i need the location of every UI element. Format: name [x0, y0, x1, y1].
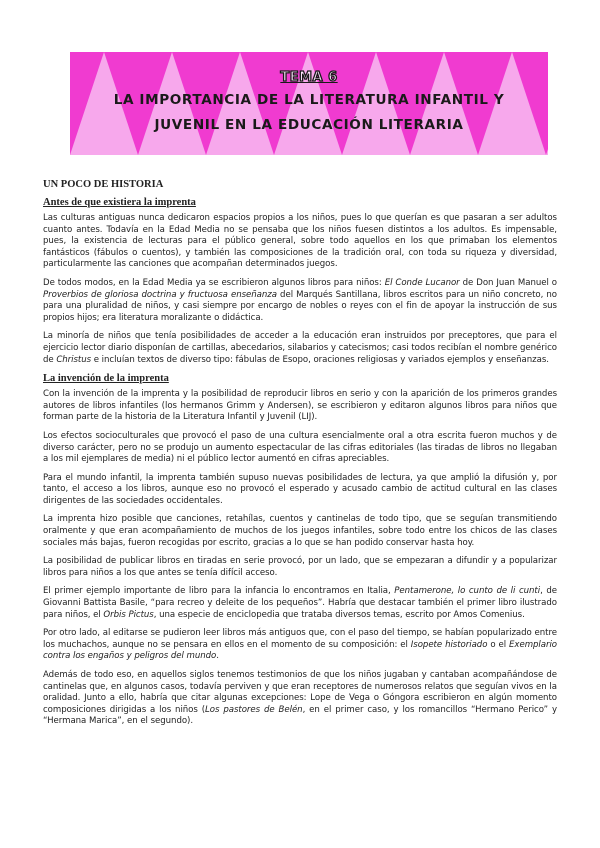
- banner-text: [70, 70, 548, 138]
- paragraph: La imprenta hizo posible que canciones, retahílas, cuentos y cantinelas de todo tipo, que se seguían transmitiendo oralmente y que eran acompañamiento de muchos de los juegos infantiles, sobre todo entre los chicos de las clases sociales más bajas, fueron recogidas por escrito, gracias a lo que se han podido conservar hasta hoy.: [43, 514, 557, 548]
- paragraph: Para el mundo infantil, la imprenta también supuso nuevas posibilidades de lectura, ya que amplió la difusión y, por tanto, el acceso a los libros, aunque eso no provocó el esperado y acusado cambio de actitud cultural en las clases dirigentes de las sociedades occidentales.: [43, 472, 557, 506]
- title-line-1: LA IMPORTANCIA DE LA LITERATURA INFANTIL Y: [113, 92, 505, 108]
- paragraph: La posibilidad de publicar libros en tiradas en serie provocó, por un lado, que se empezaran a difundir y a popularizar libros para niños a los que antes se tenía difícil acceso.: [43, 556, 557, 578]
- paragraph: Por otro lado, al editarse se pudieron leer libros más antiguos que, con el paso del tiempo, se habían popularizado entre los muchachos, aunque no se pensara en ellos en el momento de su composición: el Isopete historiado o el Exemplario contra los engaños y peligros del mundo.: [43, 628, 558, 662]
- subheading-before-press: Antes de que existiera la imprenta: [43, 197, 196, 208]
- title-line-2: JUVENIL EN LA EDUCACIÓN LITERARIA: [154, 117, 464, 133]
- document-body: [43, 179, 557, 735]
- paragraph: Además de todo eso, en aquellos siglos tenemos testimonios de que los niños jugaban y cantaban acompañándose de cantinelas que, en algunos casos, todavía perviven y que eran receptores de numerosos relatos que seguían vivos en la oralidad. Junto a ello, habría que citar algunas excepciones: Lope de Vega o Góngora escribieron en algún momento composiciones dirigidas a los niños (Los pastores de Belén, en el primer caso, y los romancillos “Hermano Perico” y “Hermana Marica”, en el segundo).: [43, 670, 557, 727]
- subheading-printing-press: La invención de la imprenta: [43, 373, 169, 385]
- paragraph: De todos modos, en la Edad Media ya se escribieron algunos libros para niños: El Conde Lucanor de Don Juan Manuel o Proverbios de gloriosa doctrina y fructuosa enseñanza del Marqués Santillana, libros escritos para un niño concreto, no para una pluralidad de niños, y casi siempre por encargo de nobles o reyes con el fin de apoyar la instrucción de sus propios hijos; era literatura moralizante o didáctica.: [43, 277, 558, 323]
- section-heading: UN POCO DE HISTORIA: [43, 179, 164, 190]
- topic-title: TEMA 6: [280, 70, 338, 85]
- paragraph: Las culturas antiguas nunca dedicaron espacios propios a los niños, pues lo que querían es que pasaran a ser adultos cuanto antes. Todavía en la Edad Media no se pensaba que los niños fuesen distintos a los adultos. Es impensable, pues, la existencia de lecturas para el público general, sobre todo aquellos en los que primaban los elementos fantásticos (fábulos o cuentos), y también las composiciones de la tradición oral, con toda su riqueza y diversidad, particularmente las canciones que acompañan determinados juegos.: [43, 213, 557, 270]
- paragraph: Con la invención de la imprenta y la posibilidad de reproducir libros en serio y con la aparición de los primeros grandes autores de libros infantiles (los hermanos Grimm y Andersen), se escribieron y editaron algunos libros para niños que forman parte de la historia de la Literatura Infantil y Juvenil (LIJ).: [43, 389, 557, 423]
- title-banner: [70, 52, 548, 155]
- paragraph: Los efectos socioculturales que provocó el paso de una cultura esencialmente oral a otra escrita fueron muchos y de diverso carácter, pero no se produjo un aumento espectacular de las cifras editoriales (las tiradas de libros no llegaban a los mil ejemplares de media) ni el público lector aumentó en cifras apreciables.: [43, 430, 557, 465]
- paragraph: La minoría de niños que tenía posibilidades de acceder a la educación eran instruidos por preceptores, que para el ejercicio lector diario disponían de cartillas, abecedarios, silabarios y catecismos; casi todos recibían el nombre genérico de Christus e incluían textos de diverso tipo: fábulas de Esopo, oraciones religiosas y variados ejemplos y enseñanzas.: [43, 331, 557, 365]
- paragraph: El primer ejemplo importante de libro para la infancia lo encontramos en Italia, Pentamerone, lo cunto de li cunti, de Giovanni Battista Basile, “para recreo y deleite de los pequeños”. Habría que destacar también el primer libro ilustrado para niños, el Orbis Pictus, una especie de enciclopedia que trataba diversos temas, escrito por Amos Comenius.: [43, 586, 557, 620]
